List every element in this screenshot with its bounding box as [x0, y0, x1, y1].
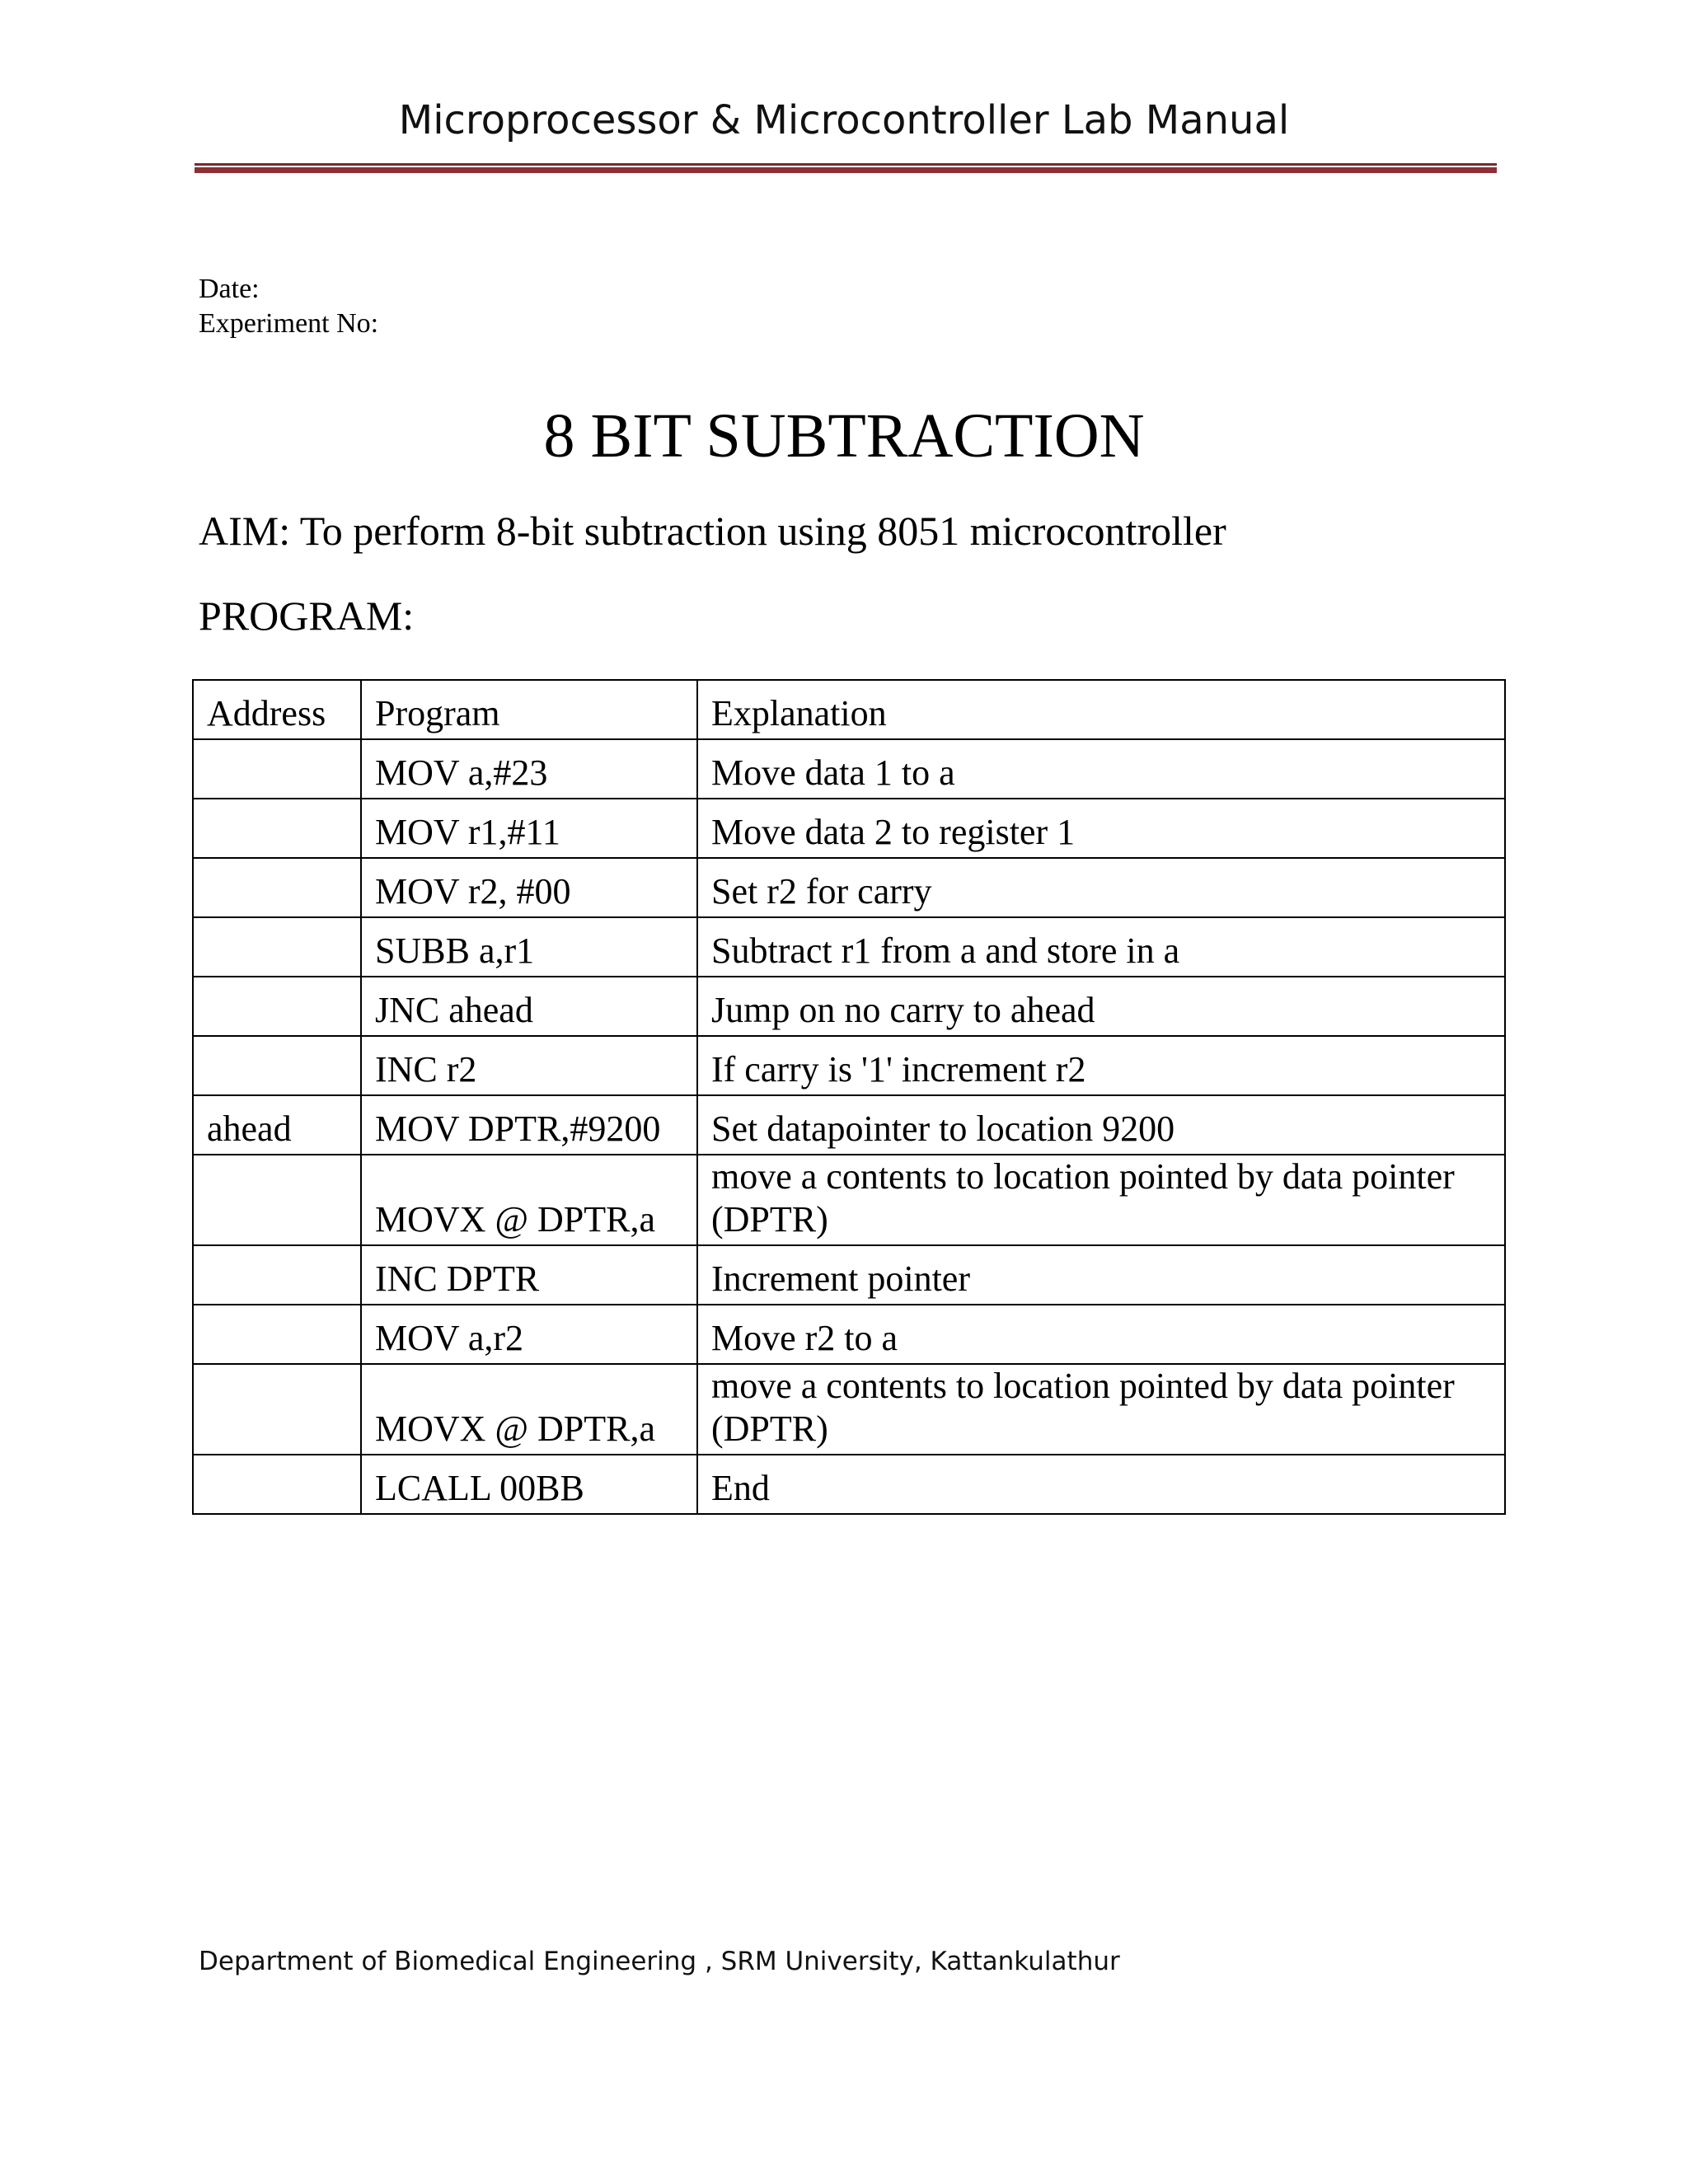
cell-address [193, 1364, 361, 1455]
cell-program: MOV a,r2 [361, 1305, 697, 1364]
cell-address [193, 1036, 361, 1095]
table-row [193, 1364, 1505, 1455]
cell-explanation: If carry is '1' increment r2 [697, 1036, 1505, 1095]
cell-program: MOVX @ DPTR,a [361, 1364, 697, 1455]
header-rule-thin [195, 163, 1497, 166]
table-row [193, 1095, 1505, 1155]
table-row [193, 1036, 1505, 1095]
column-header-address: Address [193, 680, 361, 739]
cell-explanation: End [697, 1455, 1505, 1514]
cell-address [193, 739, 361, 799]
header-rule-thick [195, 167, 1497, 173]
cell-program: MOV r2, #00 [361, 858, 697, 917]
cell-program: MOV a,#23 [361, 739, 697, 799]
table-row [193, 1305, 1505, 1364]
cell-program: MOVX @ DPTR,a [361, 1155, 697, 1245]
cell-explanation: Jump on no carry to ahead [697, 977, 1505, 1036]
cell-program: MOV DPTR,#9200 [361, 1095, 697, 1155]
cell-explanation: Move r2 to a [697, 1305, 1505, 1364]
cell-explanation: Increment pointer [697, 1245, 1505, 1305]
cell-address [193, 799, 361, 858]
column-header-program: Program [361, 680, 697, 739]
column-header-explanation: Explanation [697, 680, 1505, 739]
cell-explanation: Move data 1 to a [697, 739, 1505, 799]
aim-statement: AIM: To perform 8-bit subtraction using 8051 microcontroller [199, 508, 1226, 554]
cell-program: LCALL 00BB [361, 1455, 697, 1514]
cell-address: ahead [193, 1095, 361, 1155]
cell-address [193, 1305, 361, 1364]
table-header-row [193, 680, 1505, 739]
table-row [193, 1155, 1505, 1245]
cell-program: INC DPTR [361, 1245, 697, 1305]
cell-address [193, 858, 361, 917]
cell-explanation: move a contents to location pointed by data pointer (DPTR) [697, 1364, 1505, 1455]
cell-address [193, 977, 361, 1036]
page-footer: Department of Biomedical Engineering , SRM University, Kattankulathur [199, 1947, 1120, 1976]
header-rule [195, 163, 1497, 173]
cell-address [193, 1455, 361, 1514]
cell-explanation: Subtract r1 from a and store in a [697, 917, 1505, 977]
table-row [193, 1245, 1505, 1305]
program-heading: PROGRAM: [199, 593, 415, 639]
cell-program: JNC ahead [361, 977, 697, 1036]
table-row [193, 739, 1505, 799]
experiment-number-label: Experiment No: [199, 308, 379, 339]
page-header-title: Microprocessor & Microcontroller Lab Manual [398, 97, 1290, 143]
date-label: Date: [199, 274, 260, 304]
cell-explanation: move a contents to location pointed by data pointer (DPTR) [697, 1155, 1505, 1245]
table-row [193, 1455, 1505, 1514]
cell-address [193, 1155, 361, 1245]
table-row [193, 917, 1505, 977]
document-title: 8 BIT SUBTRACTION [543, 401, 1145, 471]
cell-program: MOV r1,#11 [361, 799, 697, 858]
table-row [193, 799, 1505, 858]
program-table [192, 679, 1506, 1515]
cell-explanation: Set r2 for carry [697, 858, 1505, 917]
cell-program: INC r2 [361, 1036, 697, 1095]
table-row [193, 858, 1505, 917]
cell-program: SUBB a,r1 [361, 917, 697, 977]
cell-explanation: Set datapointer to location 9200 [697, 1095, 1505, 1155]
cell-address [193, 1245, 361, 1305]
table-row [193, 977, 1505, 1036]
cell-explanation: Move data 2 to register 1 [697, 799, 1505, 858]
cell-address [193, 917, 361, 977]
